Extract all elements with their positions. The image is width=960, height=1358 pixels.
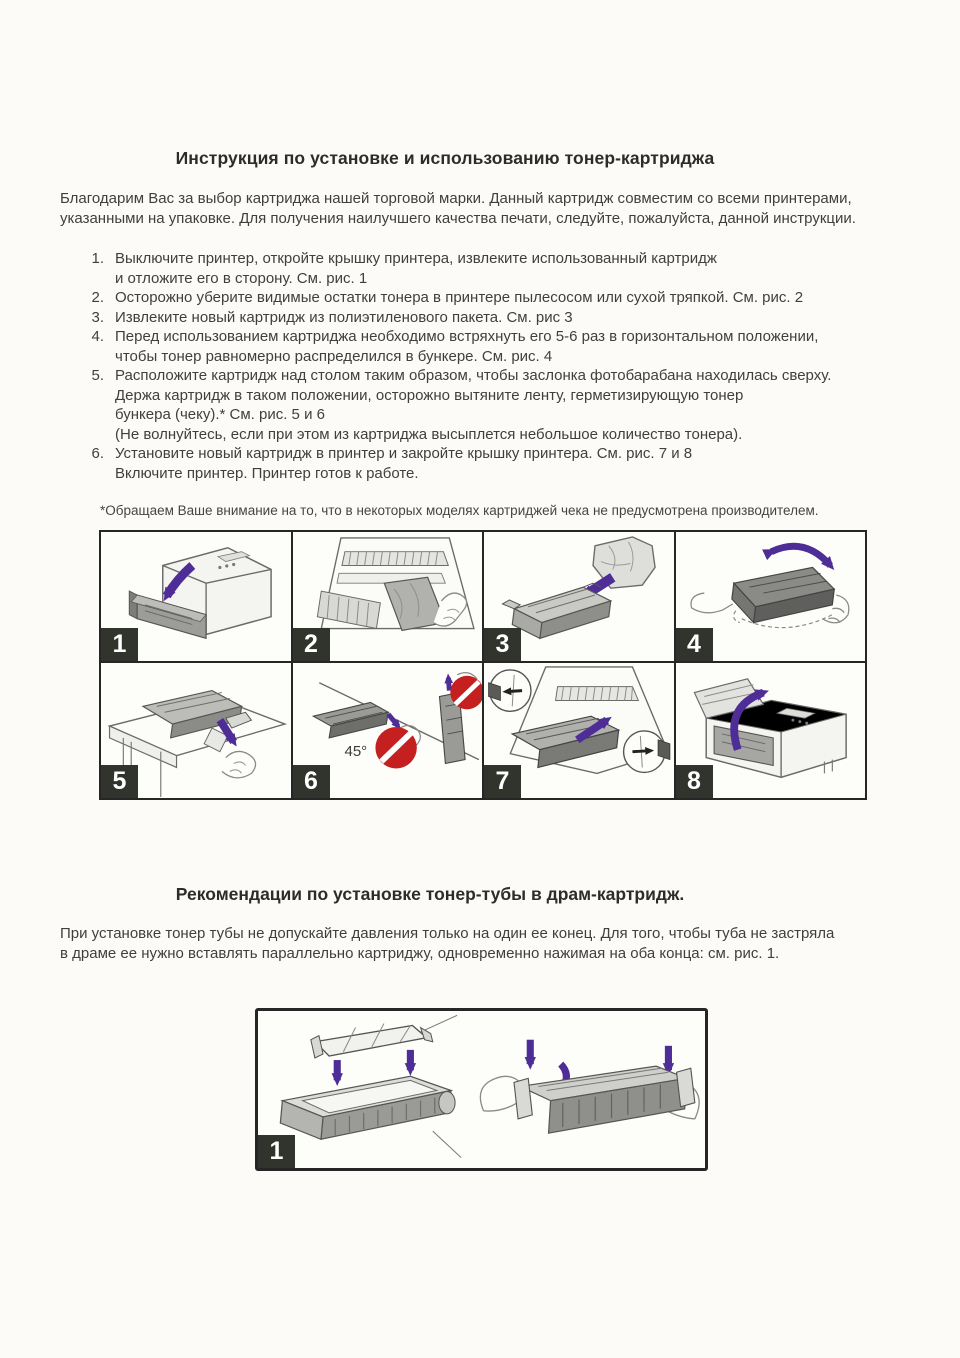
step-text: Расположите картридж над столом таким образом, чтобы заслонка фотобарабана находилась сверху.	[115, 367, 832, 384]
figure-panel-4	[675, 531, 867, 662]
step-number: 4.	[91, 328, 104, 345]
figure-number-badge: 7	[484, 765, 521, 798]
figure-number-badge: 4	[676, 628, 713, 661]
step-text: Включите принтер. Принтер готов к работе.	[115, 464, 419, 482]
step-text: и отложите его в сторону. См. рис. 1	[115, 269, 368, 287]
figure-number-badge: 1	[101, 628, 138, 661]
figure-panel-3	[483, 531, 675, 662]
step-text: Перед использованием картриджа необходимо встряхнуть его 5-6 раз в горизонтальном положении,	[115, 328, 819, 345]
list-item	[82, 308, 902, 328]
figure-number-badge: 2	[293, 628, 330, 661]
step-number: 6.	[91, 445, 104, 462]
section-heading: Рекомендации по установке тонер-тубы в драм-картридж.	[175, 884, 685, 904]
toner-tube-install-illustration	[258, 1011, 705, 1168]
step-number: 3.	[91, 308, 104, 326]
step-text: бункера (чеку).* См. рис. 5 и 6	[115, 406, 325, 423]
intro-line: указанными на упаковке. Для получения наилучшего качества печати, следуйте, пожалуйста, данной инструкции.	[60, 209, 856, 227]
figure-panel-2	[292, 531, 484, 662]
figure-panel-7	[483, 662, 675, 799]
figure-panel-5	[100, 662, 292, 799]
list-item	[82, 444, 902, 483]
list-item	[82, 327, 902, 366]
section-line: в драме ее нужно вставлять параллельно картриджу, одновременно нажимая на оба конца: см. рис. 1.	[60, 944, 780, 962]
list-item	[82, 366, 902, 444]
step-text: Извлеките новый картридж из полиэтиленового пакета. См. рис 3	[115, 308, 573, 326]
figure-number-badge: 3	[484, 628, 521, 661]
footnote: *Обращаем Ваше внимание на то, что в некоторых моделях картриджей чека не предусмотрена производителем.	[100, 503, 819, 518]
step-text: Установите новый картридж в принтер и закройте крышку принтера. См. рис. 7 и 8	[115, 445, 693, 462]
steps-list	[82, 249, 902, 483]
figure-number-badge: 1	[258, 1135, 295, 1168]
figure-panel-bottom	[255, 1008, 708, 1171]
figure-number-badge: 8	[676, 765, 713, 798]
intro-paragraph	[60, 189, 920, 228]
angle-label: 45°	[344, 743, 368, 760]
figure-panel-8	[675, 662, 867, 799]
figure-number-badge: 6	[293, 765, 330, 798]
figure-panel-1	[100, 531, 292, 662]
list-item	[82, 288, 902, 308]
step-text: Выключите принтер, откройте крышку принтера, извлеките использованный картридж	[115, 250, 717, 267]
step-text: (Не волнуйтесь, если при этом из картриджа высыплется небольшое количество тонера).	[115, 425, 743, 443]
list-item	[82, 249, 902, 288]
step-text: чтобы тонер равномерно распределился в бункере. См. рис. 4	[115, 347, 553, 365]
page-title: Инструкция по установке и использованию тонер-картриджа	[175, 148, 715, 168]
figure-panel-6	[292, 662, 484, 799]
step-number: 2.	[91, 289, 104, 306]
figure-grid	[99, 530, 867, 800]
step-number: 1.	[91, 250, 104, 267]
figure-number-badge: 5	[101, 765, 138, 798]
intro-line: Благодарим Вас за выбор картриджа нашей торговой марки. Данный картридж совместим со всеми принтерами,	[60, 190, 852, 207]
section-line: При установке тонер тубы не допускайте давления только на один ее конец. Для того, чтобы туба не застряла	[60, 925, 835, 942]
step-text: Осторожно уберите видимые остатки тонера в принтере пылесосом или сухой тряпкой. См. рис. 2	[115, 289, 804, 306]
step-text: Держа картридж в таком положении, осторожно вытяните ленту, герметизирующую тонер	[115, 386, 744, 404]
step-number: 5.	[91, 367, 104, 384]
section-paragraph	[60, 924, 930, 963]
